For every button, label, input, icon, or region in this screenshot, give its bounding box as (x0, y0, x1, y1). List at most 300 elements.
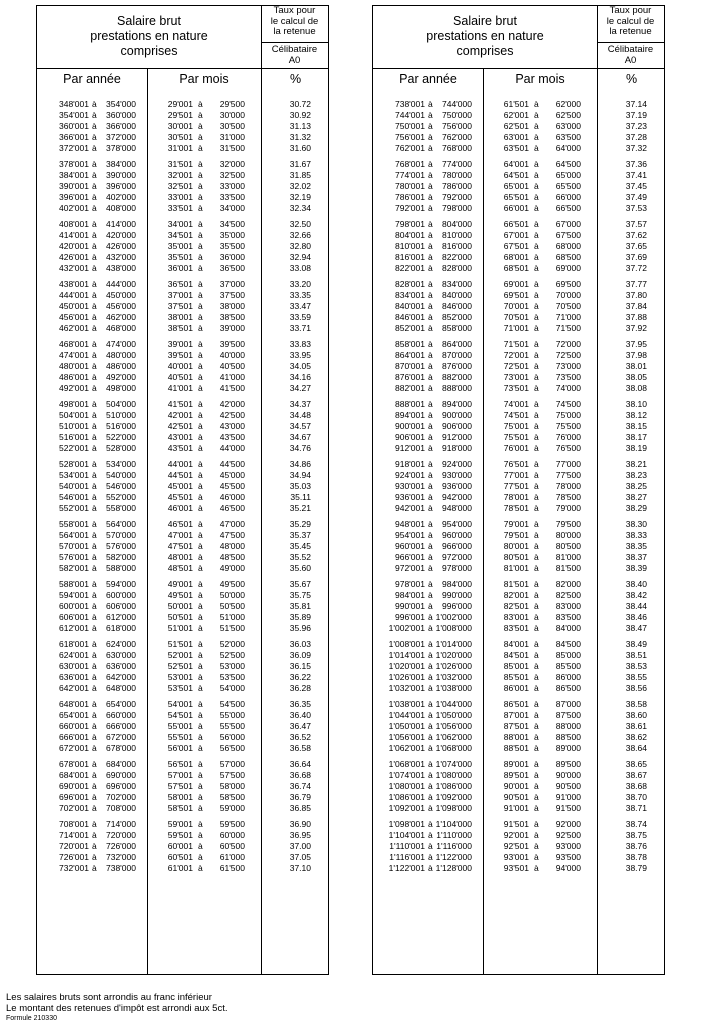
range-separator: à (198, 541, 203, 551)
tax-rate: 38.37 (625, 552, 647, 562)
range-separator: à (92, 241, 97, 251)
tax-rate: 37.98 (625, 350, 647, 360)
range-separator: à (534, 743, 539, 753)
range-separator: à (428, 492, 433, 502)
annual-to: 894'000 (442, 399, 472, 409)
annual-from: 612'001 (59, 623, 89, 633)
monthly-to: 61'000 (219, 852, 245, 862)
tax-rate: 36.22 (289, 672, 311, 682)
annual-from: 456'001 (59, 312, 89, 322)
annual-from: 696'001 (59, 792, 89, 802)
monthly-to: 52'000 (219, 639, 245, 649)
range-separator: à (198, 361, 203, 371)
range-separator: à (428, 312, 433, 322)
annual-to: 720'000 (106, 830, 136, 840)
annual-to: 966'000 (442, 541, 472, 551)
annual-to: 426'000 (106, 241, 136, 251)
range-separator: à (92, 852, 97, 862)
monthly-from: 86'501 (503, 699, 529, 709)
table-row (373, 312, 664, 323)
range-separator: à (534, 192, 539, 202)
monthly-from: 82'501 (503, 601, 529, 611)
monthly-to: 85'000 (555, 650, 581, 660)
row-group (37, 519, 328, 574)
annual-from: 354'001 (59, 110, 89, 120)
table-row (37, 552, 328, 563)
monthly-to: 68'000 (555, 241, 581, 251)
monthly-from: 49'501 (167, 590, 193, 600)
row-group (373, 339, 664, 394)
range-separator: à (534, 830, 539, 840)
table-row (373, 459, 664, 470)
annual-to: 690'000 (106, 770, 136, 780)
range-separator: à (198, 383, 203, 393)
monthly-to: 87'500 (555, 710, 581, 720)
par-annee-header: Par année (63, 72, 121, 86)
table-row (373, 410, 664, 421)
range-separator: à (92, 99, 97, 109)
range-separator: à (428, 279, 433, 289)
annual-to: 408'000 (106, 203, 136, 213)
range-separator: à (428, 792, 433, 802)
monthly-from: 30'001 (167, 121, 193, 131)
range-separator: à (92, 792, 97, 802)
tax-rate: 37.45 (625, 181, 647, 191)
annual-from: 870'001 (395, 361, 425, 371)
monthly-to: 47'000 (219, 519, 245, 529)
annual-to: 438'000 (106, 263, 136, 273)
monthly-to: 49'500 (219, 579, 245, 589)
row-group (373, 399, 664, 454)
tax-rate: 32.80 (289, 241, 311, 251)
annual-from: 786'001 (395, 192, 425, 202)
tax-rate: 35.45 (289, 541, 311, 551)
annual-from: 780'001 (395, 181, 425, 191)
annual-from: 648'001 (59, 699, 89, 709)
range-separator: à (534, 459, 539, 469)
monthly-to: 64'500 (555, 159, 581, 169)
range-separator: à (534, 612, 539, 622)
range-separator: à (92, 541, 97, 551)
monthly-from: 30'501 (167, 132, 193, 142)
range-separator: à (198, 743, 203, 753)
monthly-to: 88'000 (555, 721, 581, 731)
annual-to: 552'000 (106, 492, 136, 502)
table-row (37, 541, 328, 552)
annual-to: 612'000 (106, 612, 136, 622)
table-row (37, 503, 328, 514)
monthly-to: 35'000 (219, 230, 245, 240)
range-separator: à (534, 781, 539, 791)
tax-rate: 36.03 (289, 639, 311, 649)
monthly-from: 59'001 (167, 819, 193, 829)
monthly-to: 67'000 (555, 219, 581, 229)
annual-from: 384'001 (59, 170, 89, 180)
table-row (373, 492, 664, 503)
annual-from: 774'001 (395, 170, 425, 180)
table-row (373, 552, 664, 563)
monthly-from: 84'501 (503, 650, 529, 660)
tax-rate: 34.76 (289, 443, 311, 453)
monthly-to: 92'500 (555, 830, 581, 840)
monthly-from: 68'001 (503, 252, 529, 262)
annual-from: 408'001 (59, 219, 89, 229)
annual-from: 906'001 (395, 432, 425, 442)
monthly-to: 55'500 (219, 721, 245, 731)
annual-to: 990'000 (442, 590, 472, 600)
tax-rate: 34.05 (289, 361, 311, 371)
range-separator: à (534, 623, 539, 633)
range-separator: à (428, 399, 433, 409)
range-separator: à (92, 579, 97, 589)
monthly-to: 67'500 (555, 230, 581, 240)
annual-from: 474'001 (59, 350, 89, 360)
table-row (373, 350, 664, 361)
range-separator: à (92, 361, 97, 371)
range-separator: à (198, 312, 203, 322)
monthly-from: 39'501 (167, 350, 193, 360)
tax-rate: 38.05 (625, 372, 647, 382)
table-row (373, 181, 664, 192)
range-separator: à (428, 241, 433, 251)
monthly-from: 89'501 (503, 770, 529, 780)
tax-rate: 38.67 (625, 770, 647, 780)
range-separator: à (428, 579, 433, 589)
monthly-to: 57'000 (219, 759, 245, 769)
monthly-to: 73'000 (555, 361, 581, 371)
row-group (373, 819, 664, 874)
range-separator: à (92, 519, 97, 529)
table-row (37, 459, 328, 470)
monthly-to: 53'500 (219, 672, 245, 682)
annual-to: 888'000 (442, 383, 472, 393)
range-separator: à (534, 339, 539, 349)
range-separator: à (428, 541, 433, 551)
tax-rate: 38.56 (625, 683, 647, 693)
annual-from: 708'001 (59, 819, 89, 829)
range-separator: à (92, 612, 97, 622)
monthly-to: 80'500 (555, 541, 581, 551)
range-separator: à (428, 732, 433, 742)
range-separator: à (92, 252, 97, 262)
annual-to: 570'000 (106, 530, 136, 540)
tax-rate: 37.62 (625, 230, 647, 240)
range-separator: à (92, 159, 97, 169)
range-separator: à (198, 770, 203, 780)
tax-rate: 38.51 (625, 650, 647, 660)
annual-from: 414'001 (59, 230, 89, 240)
annual-to: 456'000 (106, 301, 136, 311)
monthly-to: 80'000 (555, 530, 581, 540)
monthly-to: 60'500 (219, 841, 245, 851)
annual-from: 1'104'001 (388, 830, 425, 840)
monthly-from: 91'501 (503, 819, 529, 829)
monthly-to: 37'000 (219, 279, 245, 289)
tax-rate: 38.53 (625, 661, 647, 671)
monthly-to: 39'500 (219, 339, 245, 349)
monthly-to: 30'000 (219, 110, 245, 120)
monthly-to: 42'500 (219, 410, 245, 420)
monthly-from: 31'501 (167, 159, 193, 169)
row-group (373, 219, 664, 274)
tax-rate: 36.28 (289, 683, 311, 693)
annual-to: 1'056'000 (435, 721, 472, 731)
annual-to: 1'122'000 (435, 852, 472, 862)
row-group (373, 99, 664, 154)
monthly-from: 48'001 (167, 552, 193, 562)
monthly-to: 84'500 (555, 639, 581, 649)
monthly-from: 41'501 (167, 399, 193, 409)
annual-to: 846'000 (442, 301, 472, 311)
monthly-to: 78'000 (555, 481, 581, 491)
annual-to: 654'000 (106, 699, 136, 709)
monthly-to: 48'500 (219, 552, 245, 562)
annual-to: 882'000 (442, 372, 472, 382)
rounding-note-salary: Les salaires bruts sont arrondis au franc inférieur (6, 992, 212, 1003)
monthly-from: 79'001 (503, 519, 529, 529)
annual-to: 516'000 (106, 421, 136, 431)
monthly-to: 88'500 (555, 732, 581, 742)
table-row (373, 279, 664, 290)
annual-to: 564'000 (106, 519, 136, 529)
monthly-from: 54'001 (167, 699, 193, 709)
tax-rate: 33.47 (289, 301, 311, 311)
tax-rate: 38.64 (625, 743, 647, 753)
annual-from: 876'001 (395, 372, 425, 382)
row-group (373, 699, 664, 754)
tax-rate: 38.15 (625, 421, 647, 431)
tax-rate: 38.19 (625, 443, 647, 453)
range-separator: à (534, 432, 539, 442)
range-separator: à (428, 721, 433, 731)
annual-from: 1'020'001 (388, 661, 425, 671)
annual-to: 666'000 (106, 721, 136, 731)
range-separator: à (534, 372, 539, 382)
monthly-from: 47'001 (167, 530, 193, 540)
range-separator: à (92, 841, 97, 851)
table-row (37, 770, 328, 781)
annual-from: 918'001 (395, 459, 425, 469)
range-separator: à (428, 530, 433, 540)
range-separator: à (428, 372, 433, 382)
tax-rate: 36.47 (289, 721, 311, 731)
range-separator: à (534, 530, 539, 540)
annual-to: 450'000 (106, 290, 136, 300)
tax-rate: 38.71 (625, 803, 647, 813)
range-separator: à (428, 841, 433, 851)
annual-to: 1'068'000 (435, 743, 472, 753)
tax-rate: 37.41 (625, 170, 647, 180)
row-group (37, 279, 328, 334)
annual-to: 852'000 (442, 312, 472, 322)
tax-rate: 32.50 (289, 219, 311, 229)
annual-to: 708'000 (106, 803, 136, 813)
monthly-to: 53'000 (219, 661, 245, 671)
range-separator: à (92, 563, 97, 573)
tax-rate: 36.95 (289, 830, 311, 840)
annual-from: 360'001 (59, 121, 89, 131)
tax-rate: 37.77 (625, 279, 647, 289)
annual-to: 558'000 (106, 503, 136, 513)
range-separator: à (92, 770, 97, 780)
range-separator: à (428, 743, 433, 753)
monthly-to: 59'000 (219, 803, 245, 813)
annual-to: 1'104'000 (435, 819, 472, 829)
annual-from: 576'001 (59, 552, 89, 562)
tax-rate: 38.55 (625, 672, 647, 682)
tax-rate: 38.49 (625, 639, 647, 649)
annual-to: 822'000 (442, 252, 472, 262)
range-separator: à (92, 481, 97, 491)
monthly-from: 92'501 (503, 841, 529, 851)
monthly-from: 80'501 (503, 552, 529, 562)
tax-rate: 38.30 (625, 519, 647, 529)
range-separator: à (198, 710, 203, 720)
monthly-from: 36'501 (167, 279, 193, 289)
range-separator: à (198, 863, 203, 873)
range-separator: à (92, 863, 97, 873)
monthly-from: 71'501 (503, 339, 529, 349)
monthly-to: 84'000 (555, 623, 581, 633)
table-row (37, 143, 328, 154)
tax-rate: 32.02 (289, 181, 311, 191)
annual-from: 744'001 (395, 110, 425, 120)
monthly-from: 45'001 (167, 481, 193, 491)
annual-from: 516'001 (59, 432, 89, 442)
table-row (373, 803, 664, 814)
tax-rate: 34.94 (289, 470, 311, 480)
tax-rate: 38.25 (625, 481, 647, 491)
range-separator: à (428, 623, 433, 633)
tax-rate: 38.17 (625, 432, 647, 442)
table-row (37, 519, 328, 530)
monthly-from: 55'501 (167, 732, 193, 742)
monthly-to: 62'500 (555, 110, 581, 120)
annual-from: 1'062'001 (388, 743, 425, 753)
range-separator: à (534, 323, 539, 333)
range-separator: à (92, 443, 97, 453)
tax-rate: 36.58 (289, 743, 311, 753)
annual-from: 756'001 (395, 132, 425, 142)
annual-from: 1'002'001 (388, 623, 425, 633)
range-separator: à (198, 170, 203, 180)
monthly-from: 61'001 (167, 863, 193, 873)
range-separator: à (92, 263, 97, 273)
tax-rate: 38.44 (625, 601, 647, 611)
monthly-to: 51'500 (219, 623, 245, 633)
range-separator: à (428, 459, 433, 469)
annual-to: 930'000 (442, 470, 472, 480)
range-separator: à (428, 552, 433, 562)
tax-rate: 35.37 (289, 530, 311, 540)
annual-from: 948'001 (395, 519, 425, 529)
table-row (37, 721, 328, 732)
tax-rate: 38.10 (625, 399, 647, 409)
annual-from: 558'001 (59, 519, 89, 529)
range-separator: à (534, 203, 539, 213)
range-separator: à (428, 672, 433, 682)
tax-rate: 36.40 (289, 710, 311, 720)
range-separator: à (198, 121, 203, 131)
annual-from: 528'001 (59, 459, 89, 469)
monthly-from: 87'501 (503, 721, 529, 731)
monthly-from: 37'001 (167, 290, 193, 300)
monthly-to: 81'500 (555, 563, 581, 573)
tax-rate: 33.08 (289, 263, 311, 273)
tax-rate: 33.59 (289, 312, 311, 322)
table-row (37, 339, 328, 350)
monthly-to: 40'500 (219, 361, 245, 371)
annual-from: 684'001 (59, 770, 89, 780)
table-row (37, 421, 328, 432)
monthly-to: 52'500 (219, 650, 245, 660)
table-row (373, 830, 664, 841)
range-separator: à (198, 279, 203, 289)
annual-to: 840'000 (442, 290, 472, 300)
annual-from: 480'001 (59, 361, 89, 371)
table-row (37, 443, 328, 454)
range-separator: à (534, 132, 539, 142)
table-row (373, 612, 664, 623)
range-separator: à (534, 99, 539, 109)
annual-to: 774'000 (442, 159, 472, 169)
table-row (373, 623, 664, 634)
annual-to: 804'000 (442, 219, 472, 229)
monthly-to: 92'000 (555, 819, 581, 829)
tax-rate: 32.19 (289, 192, 311, 202)
tax-rate: 38.76 (625, 841, 647, 851)
annual-from: 492'001 (59, 383, 89, 393)
table-row (373, 383, 664, 394)
table-row (373, 192, 664, 203)
monthly-to: 31'500 (219, 143, 245, 153)
range-separator: à (92, 339, 97, 349)
range-separator: à (92, 601, 97, 611)
annual-from: 858'001 (395, 339, 425, 349)
annual-to: 594'000 (106, 579, 136, 589)
row-group (37, 219, 328, 274)
table-row (37, 623, 328, 634)
annual-to: 834'000 (442, 279, 472, 289)
monthly-from: 80'001 (503, 541, 529, 551)
table-row (37, 470, 328, 481)
monthly-from: 86'001 (503, 683, 529, 693)
monthly-from: 44'001 (167, 459, 193, 469)
tax-rate: 34.86 (289, 459, 311, 469)
tax-rate: 37.49 (625, 192, 647, 202)
table-row (373, 672, 664, 683)
monthly-to: 93'000 (555, 841, 581, 851)
annual-from: 1'122'001 (388, 863, 425, 873)
monthly-from: 81'001 (503, 563, 529, 573)
monthly-to: 65'000 (555, 170, 581, 180)
annual-to: 858'000 (442, 323, 472, 333)
monthly-to: 86'500 (555, 683, 581, 693)
annual-to: 900'000 (442, 410, 472, 420)
annual-to: 738'000 (106, 863, 136, 873)
range-separator: à (198, 301, 203, 311)
monthly-to: 72'000 (555, 339, 581, 349)
range-separator: à (534, 443, 539, 453)
tax-rate: 36.68 (289, 770, 311, 780)
range-separator: à (198, 339, 203, 349)
row-group (37, 159, 328, 214)
tax-rate: 36.15 (289, 661, 311, 671)
annual-to: 630'000 (106, 650, 136, 660)
range-separator: à (92, 203, 97, 213)
annual-to: 1'074'000 (435, 759, 472, 769)
annual-to: 816'000 (442, 241, 472, 251)
